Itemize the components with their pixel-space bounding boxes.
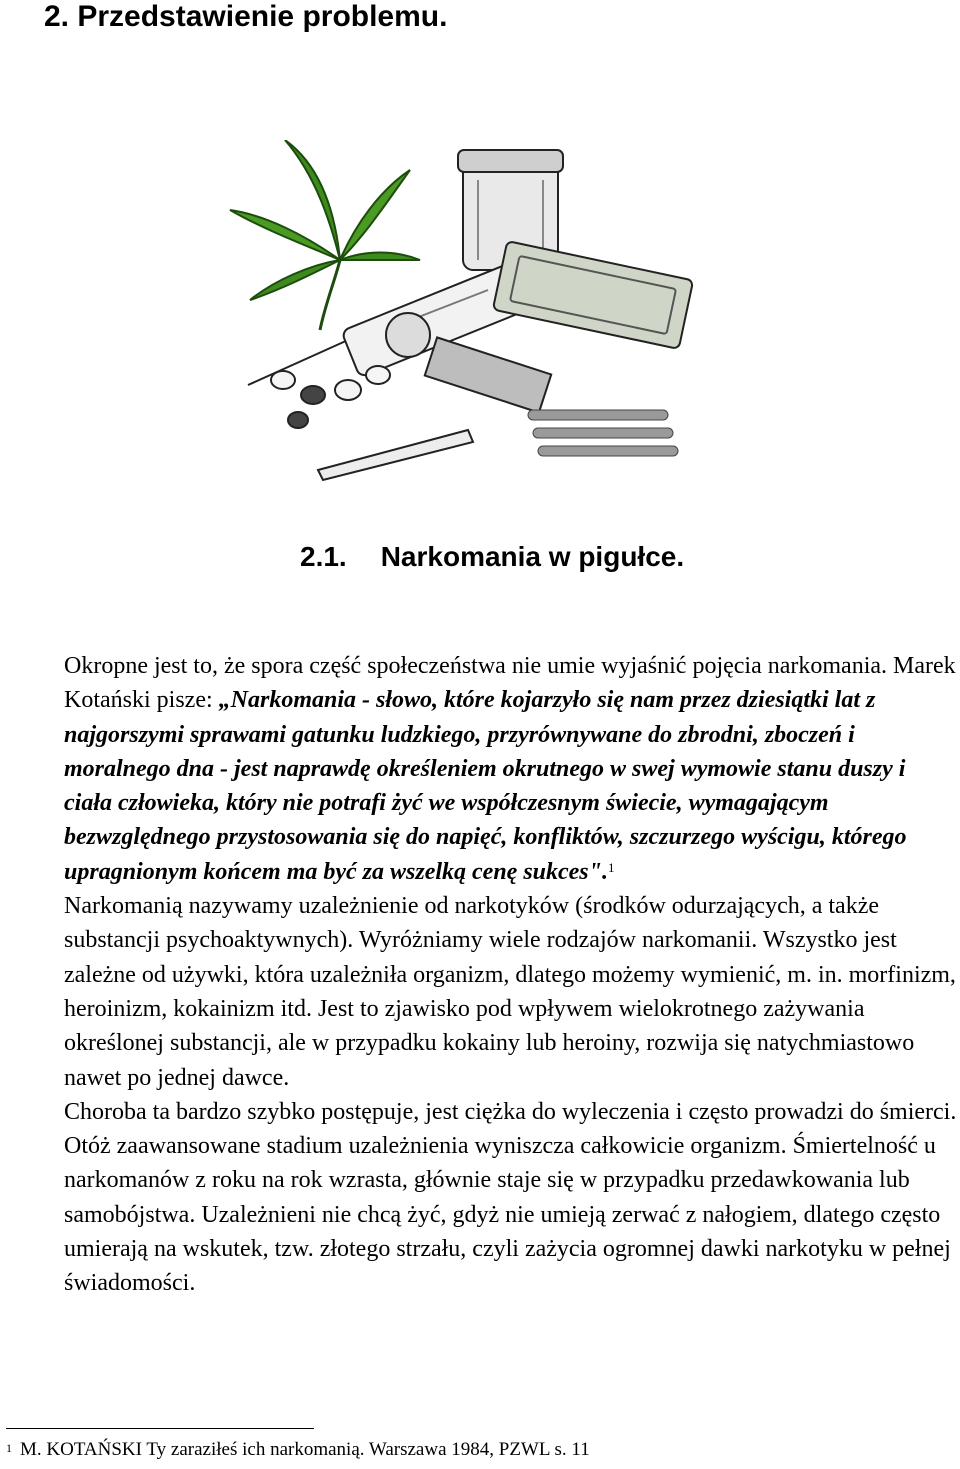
drugs-illustration xyxy=(228,140,708,520)
footnote xyxy=(6,1438,590,1462)
joint-icon xyxy=(318,430,473,480)
money-roll-icon xyxy=(493,241,693,349)
pills-icon xyxy=(271,366,390,428)
main-text xyxy=(6,649,958,1301)
footnote-marker: 1 xyxy=(6,1441,12,1455)
paragraph-2: Narkomanią nazywamy uzależnienie od narkotyków (środków odurzających, a także substancji psychoaktywnych). Wyróżniamy wiele rodzajów narkomanii. Wszystko jest zależne od używki, która uzależniła organizm, dlatego możemy wymienić, m. in. morfinizm, heroinizm, kokainizm itd. Jest to zjawisko pod wpływem wielokrotnego zażywania określonej substancji, ale w przypadku kokainy lub heroiny, rozwija się natychmiastowo nawet po jednej dawce. xyxy=(64,893,956,1091)
subsection-title: Narkomania w pigułce. xyxy=(380,541,685,572)
kotanski-quote: „Narkomania - słowo, które kojarzyło się nam przez dziesiątki lat z najgorszymi sprawami gatunku ludzkiego, przyrównywane do zbrodni, zboczeń i moralnego dna - jest naprawdę określeniem okrutnego w swej wymowie stanu duszy i ciała człowieka, który nie potrafi żyć we współczesnym świecie, wymagającym bezwzględnego przystosowania się do napięć, konfliktów, szczurzego wyścigu, którego upragnionym końcem ma być za wszelką cenę sukces". xyxy=(64,687,907,885)
powder-lines-icon xyxy=(528,410,678,456)
footnote-text: M. KOTAŃSKI Ty zaraziłeś ich narkomanią. Warszawa 1984, PZWL s. 11 xyxy=(20,1439,590,1460)
section-heading: 2. Przedstawienie problemu. xyxy=(44,0,448,33)
footnote-reference[interactable]: 1 xyxy=(607,859,615,875)
footnote-divider xyxy=(6,1428,314,1429)
paragraph-1 xyxy=(6,649,958,889)
cannabis-leaf-icon xyxy=(230,140,420,330)
paragraph-3: Choroba ta bardzo szybko postępuje, jest ciężka do wyleczenia i często prowadzi do śmierci. Otóż zaawansowane stadium uzależnienia wyniszcza całkowicie organizm. Śmiertelność u narkomanów z roku na rok wzrasta, głównie staje się w przypadku przedawkowania lub samobójstwa. Uzależnieni nie chcą żyć, gdyż nie umieją zerwać z nałogiem, dlatego często umierają na wskutek, tzw. złotego strzału, czyli zażycia ogromnej dawki narkotyku w pełnej świadomości. xyxy=(64,1098,957,1297)
subsection-heading xyxy=(300,540,684,574)
paragraph-1-intro: Okropne jest to, że spora część społeczeństwa nie umie wyjaśnić pojęcia narkomania. Marek Kotański pisze: xyxy=(64,653,956,714)
subsection-number: 2.1. xyxy=(300,541,347,572)
razor-blade-icon xyxy=(425,337,551,412)
